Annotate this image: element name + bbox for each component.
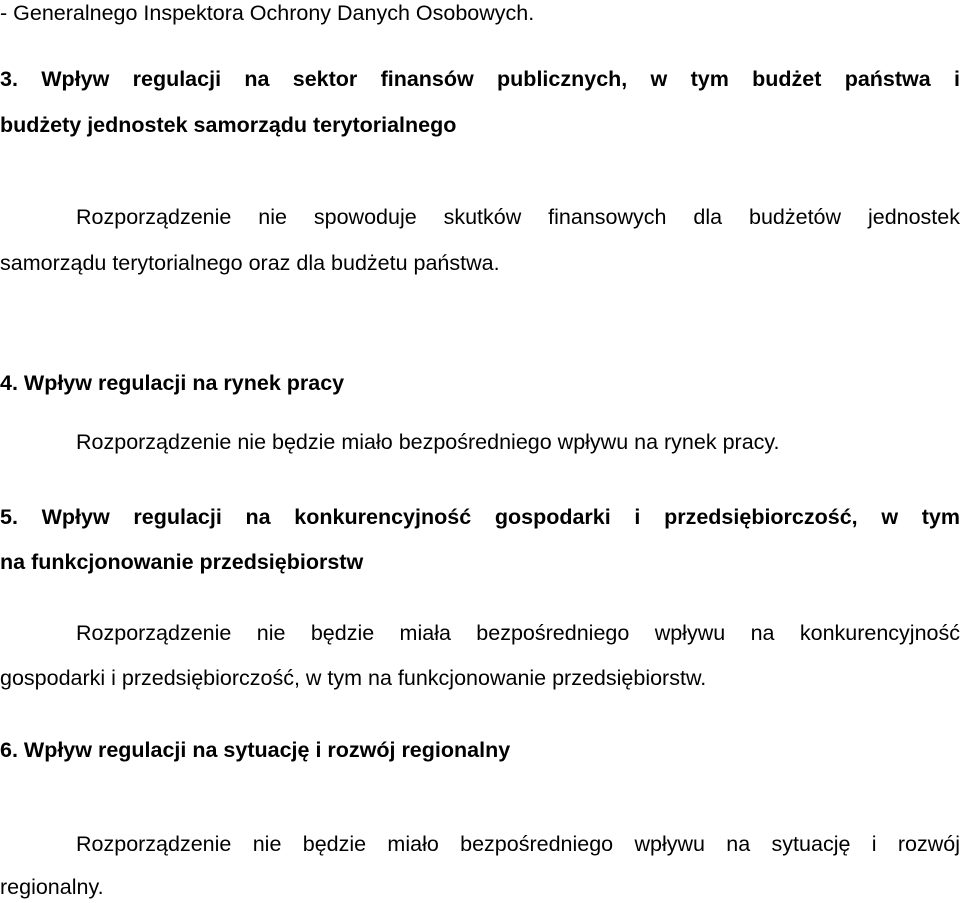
section-6-heading: 6. Wpływ regulacji na sytuację i rozwój regionalny — [0, 738, 511, 762]
section-6-body-line-1: Rozporządzenie nie będzie miało bezpośredniego wpływu na sytuację i rozwój — [76, 832, 960, 856]
section-5-heading-line-2: na funkcjonowanie przedsiębiorstw — [0, 550, 364, 574]
section-3-heading-line-1: 3. Wpływ regulacji na sektor finansów publicznych, w tym budżet państwa i — [0, 67, 960, 91]
section-3-body-line-2: samorządu terytorialnego oraz dla budżetu państwa. — [0, 251, 500, 275]
section-5-body-line-2: gospodarki i przedsiębiorczość, w tym na funkcjonowanie przedsiębiorstw. — [0, 666, 707, 690]
section-3-body-line-1: Rozporządzenie nie spowoduje skutków finansowych dla budżetów jednostek — [76, 205, 960, 229]
section-4-heading: 4. Wpływ regulacji na rynek pracy — [0, 371, 345, 395]
section-3-heading-line-2: budżety jednostek samorządu terytorialnego — [0, 113, 457, 137]
section-6-body-line-2: regionalny. — [0, 875, 104, 899]
intro-line: - Generalnego Inspektora Ochrony Danych Osobowych. — [0, 1, 535, 25]
section-5-body-line-1: Rozporządzenie nie będzie miała bezpośredniego wpływu na konkurencyjność — [76, 621, 960, 645]
section-4-body: Rozporządzenie nie będzie miało bezpośredniego wpływu na rynek pracy. — [76, 430, 780, 454]
section-5-heading-line-1: 5. Wpływ regulacji na konkurencyjność gospodarki i przedsiębiorczość, w tym — [0, 505, 960, 529]
